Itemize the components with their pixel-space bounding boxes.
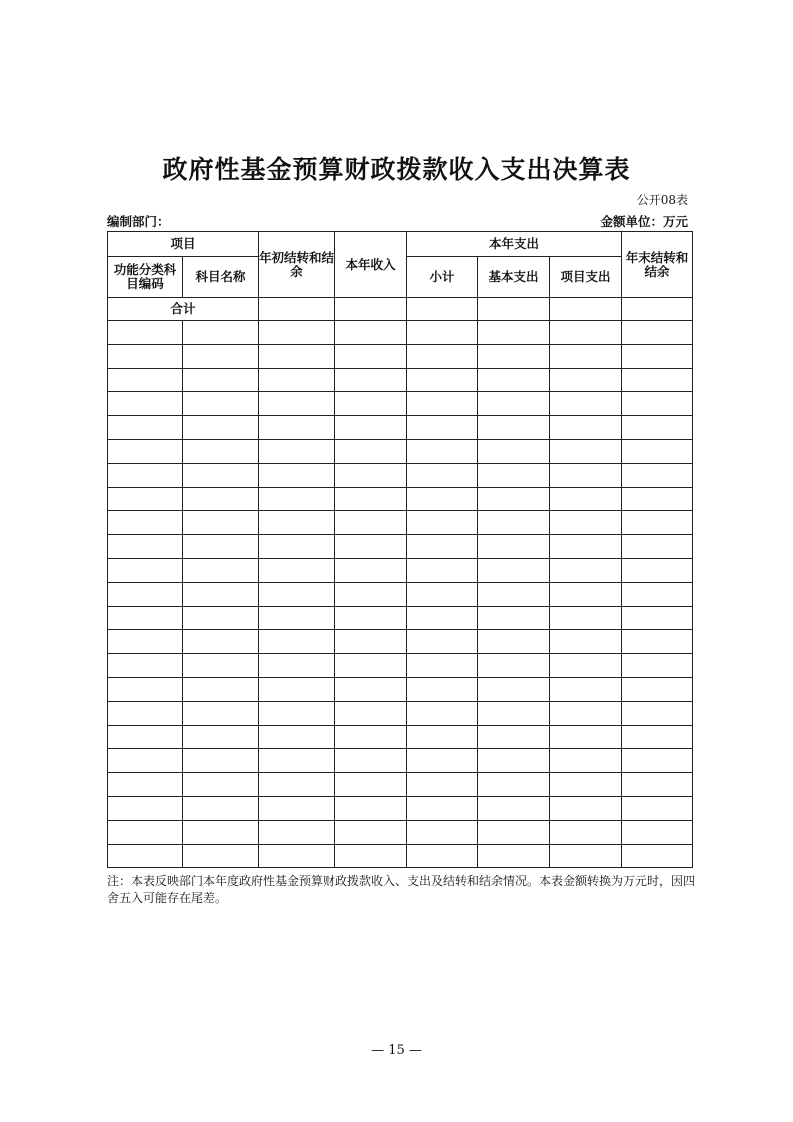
table-cell xyxy=(335,392,407,416)
table-cell xyxy=(108,654,183,678)
table-cell xyxy=(183,511,259,535)
total-label: 合计 xyxy=(108,298,259,321)
table-cell xyxy=(622,344,693,368)
header-basic-expense: 基本支出 xyxy=(478,257,550,298)
table-cell xyxy=(478,606,550,630)
table-cell xyxy=(407,298,478,321)
table-cell xyxy=(259,487,335,511)
table-cell xyxy=(550,630,622,654)
table-cell xyxy=(259,392,335,416)
table-cell xyxy=(550,677,622,701)
table-cell xyxy=(335,487,407,511)
table-cell xyxy=(108,535,183,559)
table-cell xyxy=(478,463,550,487)
table-cell xyxy=(622,392,693,416)
table-cell xyxy=(407,582,478,606)
table-cell xyxy=(108,392,183,416)
table-cell xyxy=(407,725,478,749)
table-cell xyxy=(478,796,550,820)
table-cell xyxy=(335,535,407,559)
table-cell xyxy=(478,582,550,606)
table-cell xyxy=(550,725,622,749)
table-cell xyxy=(622,820,693,844)
table-cell xyxy=(183,677,259,701)
table-cell xyxy=(478,558,550,582)
table-cell xyxy=(259,298,335,321)
table-cell xyxy=(550,298,622,321)
table-cell xyxy=(550,439,622,463)
table-row xyxy=(108,321,693,345)
table-cell xyxy=(478,511,550,535)
table-row xyxy=(108,463,693,487)
table-cell xyxy=(259,439,335,463)
table-cell xyxy=(335,701,407,725)
header-subtotal: 小计 xyxy=(407,257,478,298)
table-cell xyxy=(108,749,183,773)
header-year-expense: 本年支出 xyxy=(407,232,622,257)
header-closing-balance: 年末结转和结余 xyxy=(622,232,693,298)
table-cell xyxy=(407,773,478,797)
table-cell xyxy=(407,321,478,345)
table-cell xyxy=(335,298,407,321)
table-cell xyxy=(622,487,693,511)
table-cell xyxy=(259,582,335,606)
table-cell xyxy=(550,582,622,606)
table-cell xyxy=(550,535,622,559)
table-cell xyxy=(550,749,622,773)
table-cell xyxy=(335,749,407,773)
table-cell xyxy=(407,606,478,630)
table-cell xyxy=(407,392,478,416)
table-cell xyxy=(550,654,622,678)
table-cell xyxy=(622,321,693,345)
table-cell xyxy=(335,677,407,701)
table-cell xyxy=(108,368,183,392)
table-cell xyxy=(108,820,183,844)
table-cell xyxy=(335,558,407,582)
header-project: 项目 xyxy=(108,232,259,257)
table-row xyxy=(108,820,693,844)
table-cell xyxy=(407,820,478,844)
table-cell xyxy=(183,654,259,678)
table-cell xyxy=(407,344,478,368)
table-cell xyxy=(478,701,550,725)
header-project-expense: 项目支出 xyxy=(550,257,622,298)
footnote: 注：本表反映部门本年度政府性基金预算财政拨款收入、支出及结转和结余情况。本表金额转换为万元时，因四舍五入可能存在尾差。 xyxy=(107,874,696,905)
table-cell xyxy=(183,439,259,463)
table-cell xyxy=(259,558,335,582)
table-row xyxy=(108,749,693,773)
table-cell xyxy=(335,844,407,868)
header-func-code: 功能分类科目编码 xyxy=(108,257,183,298)
table-row xyxy=(108,796,693,820)
table-cell xyxy=(335,416,407,440)
table-row xyxy=(108,511,693,535)
table-cell xyxy=(183,844,259,868)
table-cell xyxy=(407,416,478,440)
table-cell xyxy=(407,463,478,487)
table-row xyxy=(108,487,693,511)
table-cell xyxy=(259,511,335,535)
table-cell xyxy=(622,558,693,582)
table-cell xyxy=(550,368,622,392)
table-cell xyxy=(335,606,407,630)
table-cell xyxy=(407,558,478,582)
table-cell xyxy=(407,844,478,868)
table-cell xyxy=(550,796,622,820)
table-cell xyxy=(478,773,550,797)
table-cell xyxy=(259,677,335,701)
table-cell xyxy=(407,749,478,773)
table-cell xyxy=(335,321,407,345)
table-row xyxy=(108,630,693,654)
table-cell xyxy=(622,796,693,820)
table-cell xyxy=(183,463,259,487)
table-cell xyxy=(108,677,183,701)
table-cell xyxy=(478,820,550,844)
table-cell xyxy=(183,487,259,511)
table-cell xyxy=(335,820,407,844)
table-cell xyxy=(259,344,335,368)
table-cell xyxy=(478,535,550,559)
table-row xyxy=(108,773,693,797)
table-cell xyxy=(550,844,622,868)
table-cell xyxy=(183,344,259,368)
table-cell xyxy=(335,582,407,606)
table-cell xyxy=(183,820,259,844)
table-cell xyxy=(478,392,550,416)
table-cell xyxy=(407,796,478,820)
table-cell xyxy=(622,677,693,701)
table-row xyxy=(108,344,693,368)
table-cell xyxy=(550,416,622,440)
table-cell xyxy=(183,535,259,559)
table-row xyxy=(108,701,693,725)
table-cell xyxy=(550,820,622,844)
table-cell xyxy=(550,701,622,725)
table-cell xyxy=(259,654,335,678)
table-cell xyxy=(259,725,335,749)
budget-table xyxy=(107,231,693,868)
table-cell xyxy=(407,511,478,535)
table-cell xyxy=(407,701,478,725)
table-cell xyxy=(622,298,693,321)
table-cell xyxy=(259,773,335,797)
page-number: — 15 — xyxy=(371,1043,422,1058)
table-cell xyxy=(183,749,259,773)
table-cell xyxy=(622,368,693,392)
table-cell xyxy=(550,487,622,511)
table-row xyxy=(108,558,693,582)
table-cell xyxy=(478,416,550,440)
table-cell xyxy=(550,511,622,535)
table-cell xyxy=(622,654,693,678)
table-cell xyxy=(622,535,693,559)
table-cell xyxy=(183,606,259,630)
table-cell xyxy=(622,511,693,535)
table-cell xyxy=(335,344,407,368)
unit-label: 金额单位：万元 xyxy=(600,214,688,229)
table-cell xyxy=(550,392,622,416)
table-row xyxy=(108,654,693,678)
table-cell xyxy=(622,416,693,440)
table-cell xyxy=(108,844,183,868)
header-row-1 xyxy=(108,232,693,257)
table-cell xyxy=(478,368,550,392)
table-cell xyxy=(550,344,622,368)
table-cell xyxy=(108,773,183,797)
table-cell xyxy=(622,439,693,463)
table-cell xyxy=(259,535,335,559)
table-cell xyxy=(183,368,259,392)
table-cell xyxy=(622,749,693,773)
table-cell xyxy=(407,654,478,678)
table-cell xyxy=(259,796,335,820)
table-row xyxy=(108,582,693,606)
header-opening-balance: 年初结转和结余 xyxy=(259,232,335,298)
table-cell xyxy=(259,844,335,868)
table-cell xyxy=(108,725,183,749)
table-row xyxy=(108,535,693,559)
table-cell xyxy=(108,511,183,535)
table-cell xyxy=(622,701,693,725)
table-cell xyxy=(335,368,407,392)
form-code: 公开08表 xyxy=(636,193,688,207)
table-cell xyxy=(259,606,335,630)
table-cell xyxy=(259,321,335,345)
table-cell xyxy=(407,535,478,559)
table-cell xyxy=(259,701,335,725)
table-cell xyxy=(478,298,550,321)
table-cell xyxy=(622,844,693,868)
table-cell xyxy=(550,773,622,797)
table-cell xyxy=(335,463,407,487)
table-cell xyxy=(108,439,183,463)
table-cell xyxy=(478,344,550,368)
table-cell xyxy=(108,796,183,820)
table-row xyxy=(108,416,693,440)
table-cell xyxy=(335,630,407,654)
table-cell xyxy=(622,606,693,630)
header-year-income: 本年收入 xyxy=(335,232,407,298)
table-cell xyxy=(183,558,259,582)
dept-label: 编制部门： xyxy=(107,214,170,229)
table-cell xyxy=(335,725,407,749)
table-cell xyxy=(108,344,183,368)
table-cell xyxy=(478,677,550,701)
table-cell xyxy=(622,725,693,749)
table-cell xyxy=(108,582,183,606)
table-row xyxy=(108,392,693,416)
header-subject-name: 科目名称 xyxy=(183,257,259,298)
table-cell xyxy=(183,701,259,725)
table-cell xyxy=(622,463,693,487)
table-cell xyxy=(335,796,407,820)
table-cell xyxy=(183,630,259,654)
table-cell xyxy=(183,416,259,440)
table-cell xyxy=(183,321,259,345)
table-cell xyxy=(407,439,478,463)
table-cell xyxy=(108,487,183,511)
table-cell xyxy=(108,463,183,487)
table-row xyxy=(108,606,693,630)
table-cell xyxy=(622,582,693,606)
table-cell xyxy=(550,321,622,345)
table-cell xyxy=(335,654,407,678)
table-cell xyxy=(108,606,183,630)
table-cell xyxy=(108,558,183,582)
table-cell xyxy=(407,487,478,511)
table-cell xyxy=(183,582,259,606)
table-cell xyxy=(478,844,550,868)
table-row xyxy=(108,368,693,392)
table-cell xyxy=(335,773,407,797)
total-row xyxy=(108,298,693,321)
table-cell xyxy=(550,606,622,630)
table-cell xyxy=(259,820,335,844)
table-cell xyxy=(622,630,693,654)
table-row xyxy=(108,844,693,868)
table-cell xyxy=(478,439,550,463)
table-cell xyxy=(108,321,183,345)
table-cell xyxy=(108,416,183,440)
table-cell xyxy=(407,677,478,701)
table-cell xyxy=(622,773,693,797)
table-row xyxy=(108,439,693,463)
table-cell xyxy=(478,654,550,678)
table-cell xyxy=(550,463,622,487)
table-cell xyxy=(335,439,407,463)
table-cell xyxy=(183,392,259,416)
table-cell xyxy=(478,487,550,511)
table-cell xyxy=(259,463,335,487)
document-title: 政府性基金预算财政拨款收入支出决算表 xyxy=(162,155,631,184)
table-cell xyxy=(407,368,478,392)
table-cell xyxy=(407,630,478,654)
table-cell xyxy=(259,416,335,440)
table-cell xyxy=(183,773,259,797)
table-cell xyxy=(478,630,550,654)
table-cell xyxy=(550,558,622,582)
table-row xyxy=(108,725,693,749)
table-cell xyxy=(478,725,550,749)
table-cell xyxy=(259,749,335,773)
table-cell xyxy=(335,511,407,535)
table-cell xyxy=(183,725,259,749)
table-cell xyxy=(108,701,183,725)
table-cell xyxy=(259,368,335,392)
table-row xyxy=(108,677,693,701)
table-cell xyxy=(108,630,183,654)
table-cell xyxy=(259,630,335,654)
table-cell xyxy=(478,321,550,345)
table-cell xyxy=(478,749,550,773)
table-cell xyxy=(183,796,259,820)
